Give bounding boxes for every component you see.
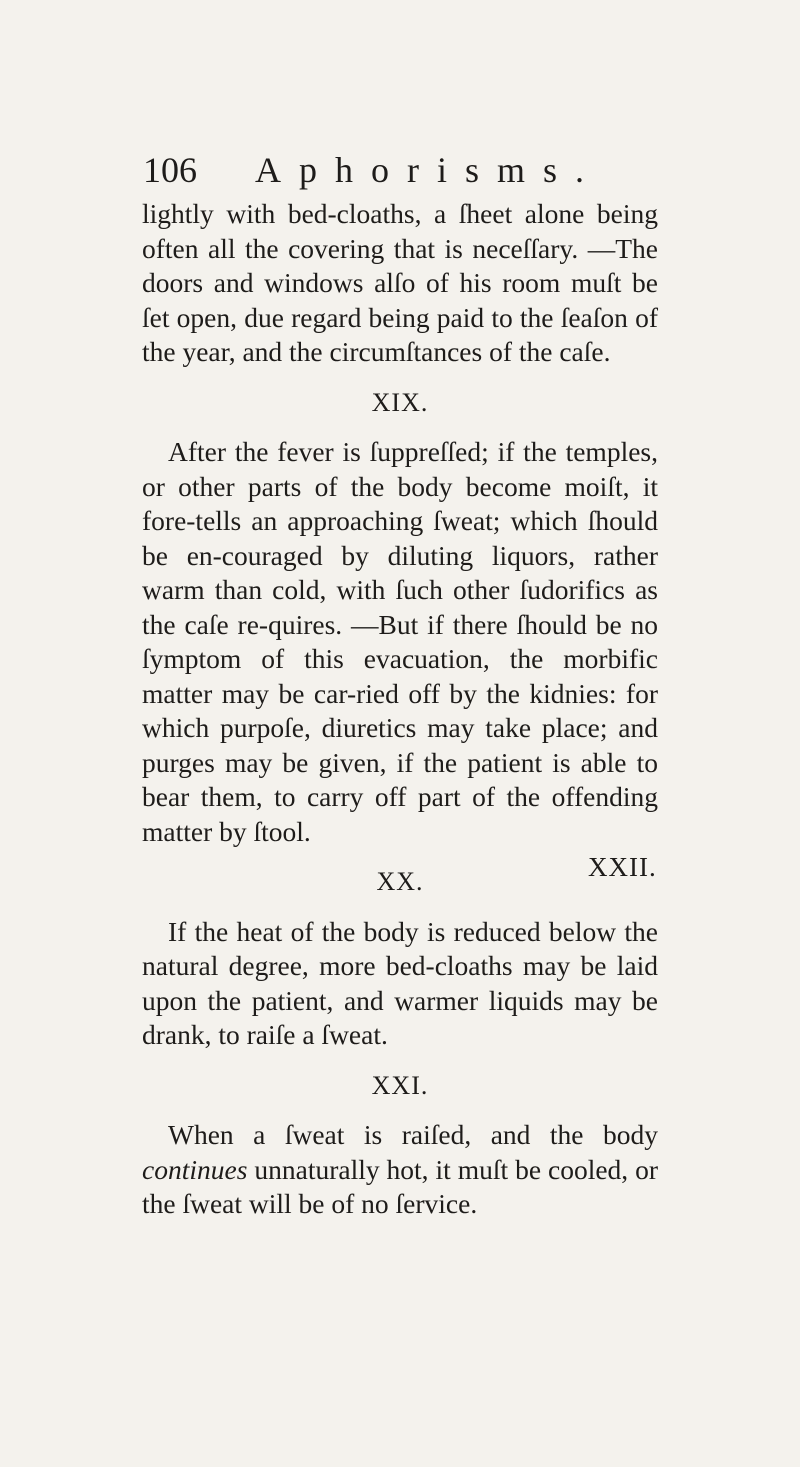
page-header xyxy=(143,150,602,190)
section-heading-xx: XX. xyxy=(376,867,424,896)
aphorism-xxi-text xyxy=(142,1118,658,1222)
section-heading-xix: XIX. xyxy=(371,387,429,417)
catchword: XXII. xyxy=(588,852,657,882)
body-text xyxy=(142,197,658,1222)
aphorism-xxi-text-end: unnaturally hot, it muſt be cooled, or the ſweat will be of no ſervice. xyxy=(142,1153,659,1219)
aphorism-xx-text: If the heat of the body is reduced below the natural degree, more bed-cloaths may be laid upon the patient, and warmer liquids may be drank, to raiſe a ſweat. xyxy=(142,915,658,1050)
aphorism-xxi-text-start: When a ſweat is raiſed, and the body xyxy=(168,1119,658,1150)
page-number: 106 xyxy=(143,150,197,190)
aphorism-xix-text: After the fever is ſuppreſſed; if the temples, or other parts of the body become moiſt, it fore-tells an approaching ſweat; which ſhould be en-couraged by diluting liquors, rather warm than cold, with ſuch other ſudorifics as the caſe re-quires. —But if there ſhould be no ſymptom of this evacuation, the morbific matter may be car-ried off by the kidnies: for which purpoſe, diuretics may take place; and purges may be given, if the patient is able to bear them, to carry off part of the offending matter by ſtool. xyxy=(142,436,658,847)
intro-paragraph: lightly with bed-cloaths, a ſheet alone being often all the covering that is neceſſary. —The doors and windows alſo of his room muſt be ſet open, due regard being paid to the ſeaſon of the year, and the circumſtances of the caſe. xyxy=(142,198,658,367)
running-title: Aphorisms. xyxy=(255,150,603,190)
section-heading-xxi: XXI. xyxy=(371,1070,429,1100)
aphorism-xxi-italic-word: continues xyxy=(142,1153,248,1185)
